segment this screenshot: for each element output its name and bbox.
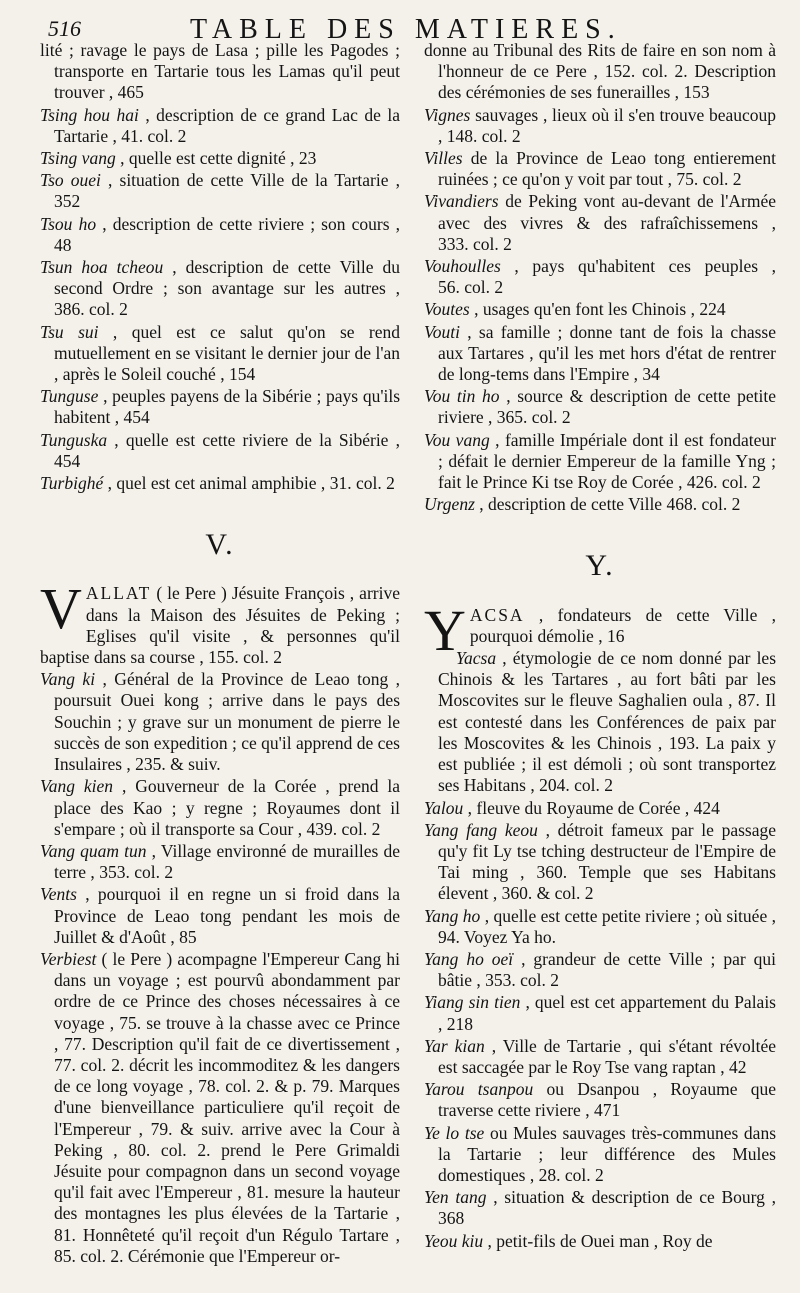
- entry-text: ou Mules sauvages très-communes dans la Tartarie ; leur différence des Mules domestiques ,: [438, 1122, 777, 1185]
- entry-text: , pourquoi il en regne un si froid dans la Province de Leao tong pendant les mois de Juillet & d'Août ,: [54, 884, 400, 947]
- entry-ref: 333. col. 2: [438, 233, 512, 254]
- entry-ref: 352: [54, 191, 81, 212]
- entry-term: Yarou tsanpou: [424, 1079, 534, 1100]
- entry-ref: 23: [298, 148, 317, 169]
- entry-ref: 365. col. 2: [496, 407, 571, 428]
- entry-text: , famille Impériale dont il est fondateur ; défait le dernier Empereur de la famille Yng ; fait le Prince Ki tse Roy de Corée ,: [438, 429, 777, 493]
- entry-term: Turbighé: [40, 473, 104, 494]
- index-entry: [424, 299, 776, 320]
- entry-term: Yeou kiu: [424, 1230, 484, 1251]
- entry-term: Yacsa: [455, 648, 497, 669]
- running-title: TABLE DES MATIERES.: [190, 14, 622, 45]
- entry-ref: 41. col. 2: [121, 125, 187, 146]
- entry-text: , Général de la Province de Leao tong , poursuit Ouei kong ; arrive dans le pays des Souchin ; y grave sur un monument de pierre le succès de son expedition ; ce qu'il apprend de ces Insulaires ,: [54, 669, 400, 775]
- dropcap: Y: [424, 597, 466, 663]
- index-entry: [424, 256, 776, 298]
- entry-term: Villes: [424, 148, 463, 169]
- entry-text: , petit-fils de Ouei man , Roy de: [487, 1230, 713, 1251]
- entry-term: Vignes: [424, 104, 471, 125]
- index-entry: [40, 170, 400, 212]
- entry-text: , détroit fameux par le passage qu'y fit Ly tse tching destructeur de l'Empire de Tai ming , 360. Temple que ses Habitans élevent ,: [438, 819, 776, 904]
- entry-term: Vents: [40, 884, 77, 905]
- entry-text: , peuples payens de la Sibérie ; pays qu'ils habitent ,: [54, 386, 401, 428]
- entry-text: , pays qu'habitent ces peuples ,: [514, 256, 777, 277]
- index-entry: [424, 148, 776, 190]
- index-entry: [40, 776, 400, 840]
- index-entry: [424, 322, 776, 386]
- index-entry: [40, 884, 400, 948]
- entry-term: Tsing hou hai: [40, 104, 139, 125]
- entry-term: Vang quam tun: [40, 840, 147, 861]
- entry-term: Vou vang: [424, 429, 490, 450]
- index-entry: [424, 949, 776, 991]
- entry-term: Yalou: [424, 797, 464, 818]
- entry-ref: 471: [593, 1100, 621, 1121]
- index-entry: [40, 841, 400, 883]
- index-entry: [424, 191, 776, 255]
- page-number: 516: [48, 16, 81, 41]
- lead-entry: [424, 597, 777, 663]
- entry-term: Verbiest: [40, 948, 97, 969]
- index-entry: [424, 40, 776, 104]
- index-entry: [424, 1187, 776, 1229]
- entry-term: Tsun hoa tcheou: [40, 257, 164, 278]
- entry-text: , situation de cette Ville de la Tartarie ,: [108, 170, 400, 191]
- section-letter-v: V.: [205, 528, 235, 562]
- entry-text: sauvages , lieux où il s'en trouve beaucoup ,: [438, 104, 777, 146]
- index-entry: [424, 1079, 776, 1121]
- entry-term: Yang fang keou: [424, 819, 538, 840]
- entry-ref: 31. col. 2: [329, 473, 395, 494]
- entry-term: Vouti: [424, 321, 460, 342]
- index-entry: [40, 322, 400, 386]
- entry-term: Ye lo tse: [424, 1122, 485, 1143]
- index-entry: [424, 648, 776, 796]
- entry-text: , quel est cet appartement du Palais ,: [438, 992, 776, 1034]
- entry-text: , source & description de cette petite riviere ,: [438, 386, 776, 428]
- entry-text: lité ; ravage le pays de Lasa ; pille les Pagodes ; transporte en Tartarie tous les Lamas qu'il peut trouver ,: [40, 40, 400, 103]
- entry-ref: 424: [693, 797, 720, 818]
- entry-term: Vang kien: [40, 776, 114, 797]
- entry-term: Yang ho: [424, 905, 481, 926]
- right-entries-top: [424, 40, 776, 515]
- entry-term: Vang ki: [40, 669, 96, 690]
- entry-text: , étymologie de ce nom donné par les Chinois & les Tartares , au fort bâti par les Moscovites sur le fleuve Saghalien oula , 87. Il est contesté dans les Conférences de paix par les Moscovites & les Chinois , 193. La paix y est publiée ; il est démoli ; où sont transportez ses Habitans ,: [438, 648, 777, 796]
- entry-ref: 368: [438, 1208, 465, 1229]
- entry-term: Urgenz: [424, 494, 475, 515]
- entry-text: , quel est ce salut qu'on se rend mutuellement en se visitant le dernier jour de l'an , après le Soleil couché ,: [54, 321, 401, 385]
- index-entry: [424, 494, 776, 515]
- entry-text: , grandeur de cette Ville ; par qui bâtie ,: [438, 948, 776, 991]
- entry-ref: 153: [683, 82, 710, 103]
- entry-ref: 468. col. 2: [666, 494, 741, 515]
- entry-term: Tsing vang: [40, 148, 116, 169]
- index-entry: [40, 949, 400, 1267]
- entry-text: , quelle est cette petite riviere ; où située , 94. Voyez Ya ho.: [438, 905, 776, 947]
- entry-ref: 353. col. 2: [99, 862, 174, 883]
- entry-ref: 235. & suiv.: [135, 754, 221, 775]
- entry-ref: 154: [228, 364, 256, 385]
- entry-ref: 204. col. 2: [539, 775, 613, 796]
- entry-ref: 224: [699, 299, 726, 320]
- lead-word: ACSA: [469, 604, 525, 625]
- entry-ref: 85: [179, 926, 197, 947]
- entry-term: Voutes: [424, 299, 470, 320]
- left-entries-top: [40, 40, 400, 494]
- entry-term: Yen tang: [424, 1187, 487, 1208]
- lead-ref: 16: [606, 625, 625, 646]
- entry-text: , description de cette Ville: [479, 494, 663, 515]
- entry-text: , Village environné de murailles de terre ,: [54, 840, 401, 883]
- entry-text: ( le Pere ) acompagne l'Empereur Cang hi dans un voyage ; est pourvû abondamment par ordre de ce Prince des choses nécessaires à ce voyage , 75. se trouve à la chasse avec ce Prince , 77. Description qu'il fait de ce divertissement , 77. col. 2. décrit les incommoditez & les dangers de ce long voyage , 78. col. 2. & p. 79. Marques d'une bienveillance particuliere qu'il reçoit de l'Empereur , 79. & suiv. arrive avec la Cour à Peking , 80. col. 2. prend le Pere Grimaldi Jésuite pour compagnon dans un second voyage qu'il fait avec l'Empereur , 81. mesure la hauteur des montagnes les plus élevées de la Tartarie , 81. Honnêteté qu'il reçoit d'un Régulo Tartare , 85. col. 2. Cérémonie que l'Empereur or-: [54, 948, 400, 1266]
- entry-ref: 386. col. 2: [54, 299, 128, 320]
- entry-text: , sa famille ; donne tant de fois la chasse aux Tartares , qu'il les met hors d'état de rentrer de long-tems dans l'Empire ,: [438, 321, 776, 385]
- entry-text: , situation & description de ce Bourg ,: [493, 1187, 777, 1208]
- index-entry: [424, 820, 776, 905]
- entry-term: Tsou ho: [40, 213, 97, 234]
- entry-text: de Peking vont au-devant de l'Armée avec des vivres & des rafraîchissemens ,: [438, 191, 776, 233]
- right-entries-bottom: [424, 648, 776, 1252]
- index-entry: [424, 992, 776, 1034]
- entry-ref: 48: [54, 234, 72, 255]
- entry-term: Yar kian: [424, 1035, 485, 1056]
- index-entry: [424, 906, 776, 948]
- entry-ref: 454: [123, 407, 150, 428]
- lead-ref: 155. col. 2: [208, 647, 283, 668]
- index-entry: [40, 40, 400, 104]
- entry-text: , Ville de Tartarie , qui s'étant révoltée est saccagée par le Roy Tse vang raptan ,: [438, 1035, 776, 1077]
- entry-ref: 360. & col. 2: [501, 883, 594, 904]
- entry-text: , quelle est cette dignité ,: [120, 148, 295, 169]
- index-entry: [424, 105, 776, 147]
- index-entry: [40, 669, 400, 775]
- entry-ref: 439. col. 2: [306, 818, 381, 839]
- index-entry: [424, 1036, 776, 1078]
- index-entry: [40, 386, 400, 428]
- left-entries-bottom: [40, 669, 400, 1267]
- entry-text: donne au Tribunal des Rits de faire en son nom à l'honneur de ce Pere , 152. col. 2. Description des cérémonies de ses funerailles ,: [424, 40, 776, 103]
- index-entry: [424, 1123, 776, 1187]
- entry-text: ou Dsanpou , Royaume que traverse cette riviere ,: [438, 1079, 776, 1121]
- lead-text: ( le Pere ) Jésuite François , arrive dans la Maison des Jésuites de Peking ; Eglises qu'il visite , & personnes qu'il baptise dans sa course ,: [40, 583, 400, 668]
- entry-ref: 465: [117, 82, 144, 103]
- entry-text: de la Province de Leao tong entierement ruinées ; ce qu'on y voit par tout ,: [438, 148, 776, 190]
- entry-ref: 34: [642, 364, 660, 385]
- entry-ref: 56. col. 2: [438, 277, 504, 298]
- index-entry: [40, 473, 400, 494]
- index-entry: [424, 1231, 776, 1252]
- right-column: [424, 40, 776, 1293]
- entry-text: , description de cette riviere ; son cours ,: [102, 213, 401, 234]
- entry-text: , description de cette Ville du second Ordre ; son avantage sur les autres ,: [54, 257, 400, 299]
- entry-text: , quel est cet animal amphibie ,: [107, 473, 326, 494]
- lead-entry: [40, 576, 400, 668]
- entry-ref: 218: [446, 1013, 473, 1034]
- left-column: [40, 40, 400, 1293]
- entry-term: Vivandiers: [424, 191, 499, 212]
- entry-text: , quelle est cette riviere de la Sibérie ,: [114, 429, 400, 450]
- entry-ref: 75. col. 2: [676, 169, 742, 190]
- entry-term: Tso ouei: [40, 170, 101, 191]
- entry-ref: 454: [54, 450, 81, 471]
- index-entry: [424, 386, 776, 428]
- entry-ref: 148. col. 2: [446, 125, 521, 146]
- entry-text: , Gouverneur de la Corée , prend la place des Kao ; y regne ; Royaumes dont il s'empare ; où il transporte sa Cour ,: [54, 776, 401, 839]
- entry-term: Yang ho oeï: [424, 948, 514, 969]
- entry-text: , usages qu'en font les Chinois ,: [474, 299, 695, 320]
- entry-term: Vou tin ho: [424, 386, 500, 407]
- index-entry: [40, 214, 400, 256]
- lead-word: ALLAT: [85, 583, 152, 604]
- entry-ref: 426. col. 2: [686, 472, 761, 493]
- index-entry: [40, 105, 400, 147]
- entry-text: , fleuve du Royaume de Corée ,: [467, 797, 690, 818]
- index-entry: [40, 148, 400, 169]
- lead-text: , fondateurs de cette Ville , pourquoi démolie ,: [469, 604, 777, 646]
- index-entry: [40, 257, 400, 321]
- entry-term: Tunguse: [40, 386, 99, 407]
- entry-ref: 28. col. 2: [538, 1164, 604, 1185]
- index-entry: [40, 430, 400, 472]
- entry-ref: 353. col. 2: [485, 970, 560, 991]
- entry-term: Tsu sui: [40, 321, 99, 342]
- entry-term: Vouhoulles: [424, 256, 501, 277]
- entry-term: Yiang sin tien: [424, 992, 521, 1013]
- index-entry: [424, 798, 776, 819]
- entry-text: , description de ce grand Lac de la Tartarie ,: [54, 104, 401, 146]
- dropcap: V: [40, 576, 82, 642]
- entry-term: Tunguska: [40, 429, 108, 450]
- section-letter-y: Y.: [585, 549, 615, 583]
- entry-ref: 42: [728, 1056, 747, 1077]
- index-entry: [424, 430, 776, 494]
